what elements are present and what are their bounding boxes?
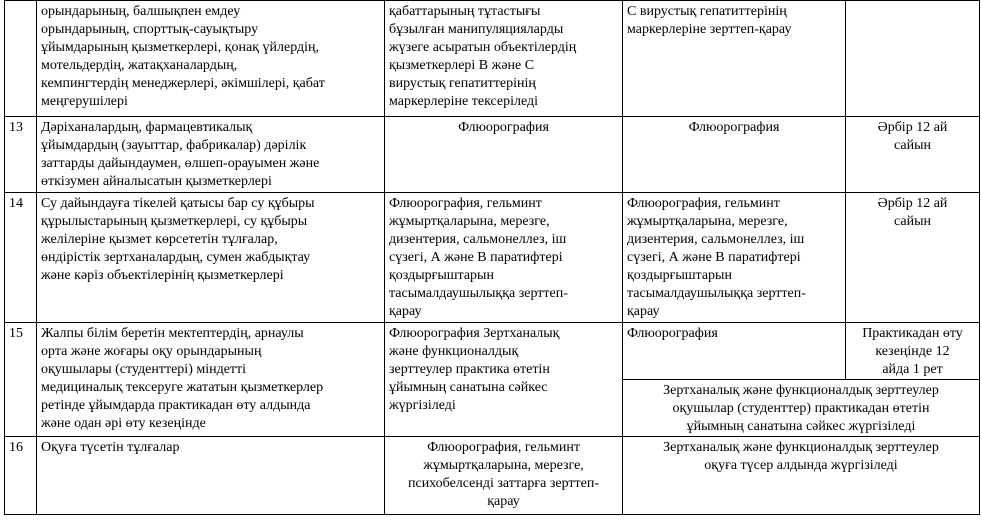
cell-text-line: сайын [894,138,931,153]
cell-text-line: жұмыртқаларына, мерезге, [423,458,584,473]
cell-text-line: С вирустық гепатиттерінің [627,4,787,19]
cell-text-line: қызметкерлері В және С [389,58,535,73]
category-cell [37,1,385,117]
cell-text-line: маркерлеріне тексеріледі [389,94,539,109]
cell-text-line: желілеріне қызмет көрсететін тұлғалар, [41,232,278,247]
cell-text-line: психобелсенді заттарға зерттеп- [407,476,600,491]
cell-text-line: меңгерушілері [41,94,128,109]
frequency-cell [846,117,980,193]
cell-text-line: вирустық гепатиттерінің [389,76,536,91]
row-number: 13 [5,117,37,193]
row-number: 16 [5,437,37,515]
cell-text-line: Әрбір 12 ай [877,196,948,211]
cell-text-line: заттарды дайындаумен, өлшеп-орауымен және [41,156,320,171]
frequency-cell [846,193,980,323]
cell-text-line: ұйымдардың (зауыттар, фабрикалар) дәрілік [41,138,307,153]
cell-text-line: Зертханалық және функционалдық зерттеулер [663,440,939,455]
document-table [4,0,980,515]
cell-text-line: орындарының, балшықпен емдеу [41,4,241,19]
table-row [5,1,980,117]
cell-text-line: тасымалдаушылыққа зерттеп- [627,286,806,301]
cell-text-line: зерттеулер практика өтетін [389,362,550,377]
cell-text-line: Дәріханалардың, фармацевтикалық [41,120,253,135]
examination-cell [385,1,623,117]
cell-text-line: Практикадан өту [862,326,963,341]
periodic-examination-cell [623,1,846,117]
cell-text-line: оқушылар (студенттер) практикадан өтетін [672,401,930,416]
periodic-examination-cell [623,323,846,380]
examination-cell [385,117,623,193]
table-row [5,193,980,323]
cell-text-line: дизентерия, сальмонеллез, іш [627,232,805,247]
cell-text-line: ұйымның санатына сәйкес [389,380,548,395]
cell-text-line: өндірістік зертханалардың, сумен жабдықтау [41,250,311,265]
cell-text-line: Флюорография [458,120,549,135]
cell-text-line: жүргізіледі [389,398,456,413]
frequency-cell [846,323,980,380]
periodic-examination-cell [623,193,846,323]
examination-cell [385,437,623,515]
cell-text-line: сайын [894,214,931,229]
cell-text-line: Флюорография Зертханалық [389,326,560,341]
table-row [5,437,980,515]
cell-text-line: Флюорография, гельминт [389,196,542,211]
cell-text-line: Флюорография [688,120,780,135]
cell-text-line: орта және жоғары оқу орындарының [41,344,262,359]
category-cell [37,117,385,193]
cell-text-line: кемпингтердің менеджерлері, әкімшілері, қабат [41,76,325,91]
cell-text-line: қоздырғыштарын [389,268,494,283]
merged-note-cell [623,380,980,437]
cell-text-line: дизентерия, сальмонеллез, іш [389,232,567,247]
cell-text-line: қарау [389,304,422,319]
merged-note-cell [623,437,980,515]
cell-text-line: оқушылары (студенттері) міндетті [41,362,247,377]
cell-text-line: қарау [487,494,520,509]
cell-text-line: тасымалдаушылыққа зерттеп- [389,286,568,301]
row-number: 15 [5,323,37,437]
cell-text-line: қабаттарының тұтастығы [389,4,541,19]
cell-text-line: сүзегі, А және В паратифтері [389,250,563,265]
table-row [5,323,980,380]
cell-text-line: медициналық тексеруге жататын қызметкерлер [41,380,324,395]
cell-text-line: өткізумен айналысатын қызметкерлері [41,174,272,189]
cell-text-line: және кәріз объектілерінің қызметкерлері [41,268,284,283]
cell-text-line: және одан әрі өту кезеңінде [41,416,206,431]
row-number [5,1,37,117]
cell-text-line: Зертханалық және функционалдық зерттеулер [663,383,939,398]
row-number: 14 [5,193,37,323]
cell-text-line: Оқуға түсетін тұлғалар [41,440,180,455]
cell-text-line: оқуға түсер алдында жүргізіледі [704,458,898,473]
frequency-cell [846,1,980,117]
cell-text-line: Әрбір 12 ай [877,120,948,135]
cell-text-line: сүзегі, А және В паратифтері [627,250,801,265]
cell-text-line: Су дайындауға тікелей қатысы бар су құбыры [41,196,315,211]
examination-cell [385,323,623,437]
cell-text-line: айда 1 рет [882,362,943,377]
periodic-examination-cell [623,117,846,193]
cell-text-line: кезеңінде 12 [875,344,950,359]
cell-text-line: Флюорография [627,326,718,341]
cell-text-line: Флюорография, гельминт [427,440,580,455]
cell-text-line: қоздырғыштарын [627,268,732,283]
cell-text-line: ұйымның санатына сәйкес жүргізіледі [686,419,916,434]
cell-text-line: Жалпы білім беретін мектептердің, арнаулы [41,326,304,341]
cell-text-line: орындарының, спорттық-сауықтыру [41,22,259,37]
cell-text-line: бұзылған манипуляцияларды [389,22,564,37]
cell-text-line: ұйымдарының қызметкерлері, қонақ үйлердің, [41,40,320,55]
cell-text-line: құрылыстарының қызметкерлері, су құбыры [41,214,308,229]
category-cell [37,323,385,437]
table-row [5,117,980,193]
cell-text-line: мотельдердің, жатақханалардың, [41,58,238,73]
examination-cell [385,193,623,323]
cell-text-line: және функционалдық [389,344,519,359]
cell-text-line: маркерлеріне зерттеп-қарау [627,22,792,37]
category-cell [37,437,385,515]
category-cell [37,193,385,323]
cell-text-line: ретінде ұйымдарда практикадан өту алдында [41,398,311,413]
cell-text-line: жұмыртқаларына, мерезге, [389,214,550,229]
cell-text-line: жүзеге асыратын объектілердің [389,40,577,55]
cell-text-line: жұмыртқаларына, мерезге, [627,214,788,229]
cell-text-line: қарау [627,304,660,319]
cell-text-line: Флюорография, гельминт [627,196,780,211]
